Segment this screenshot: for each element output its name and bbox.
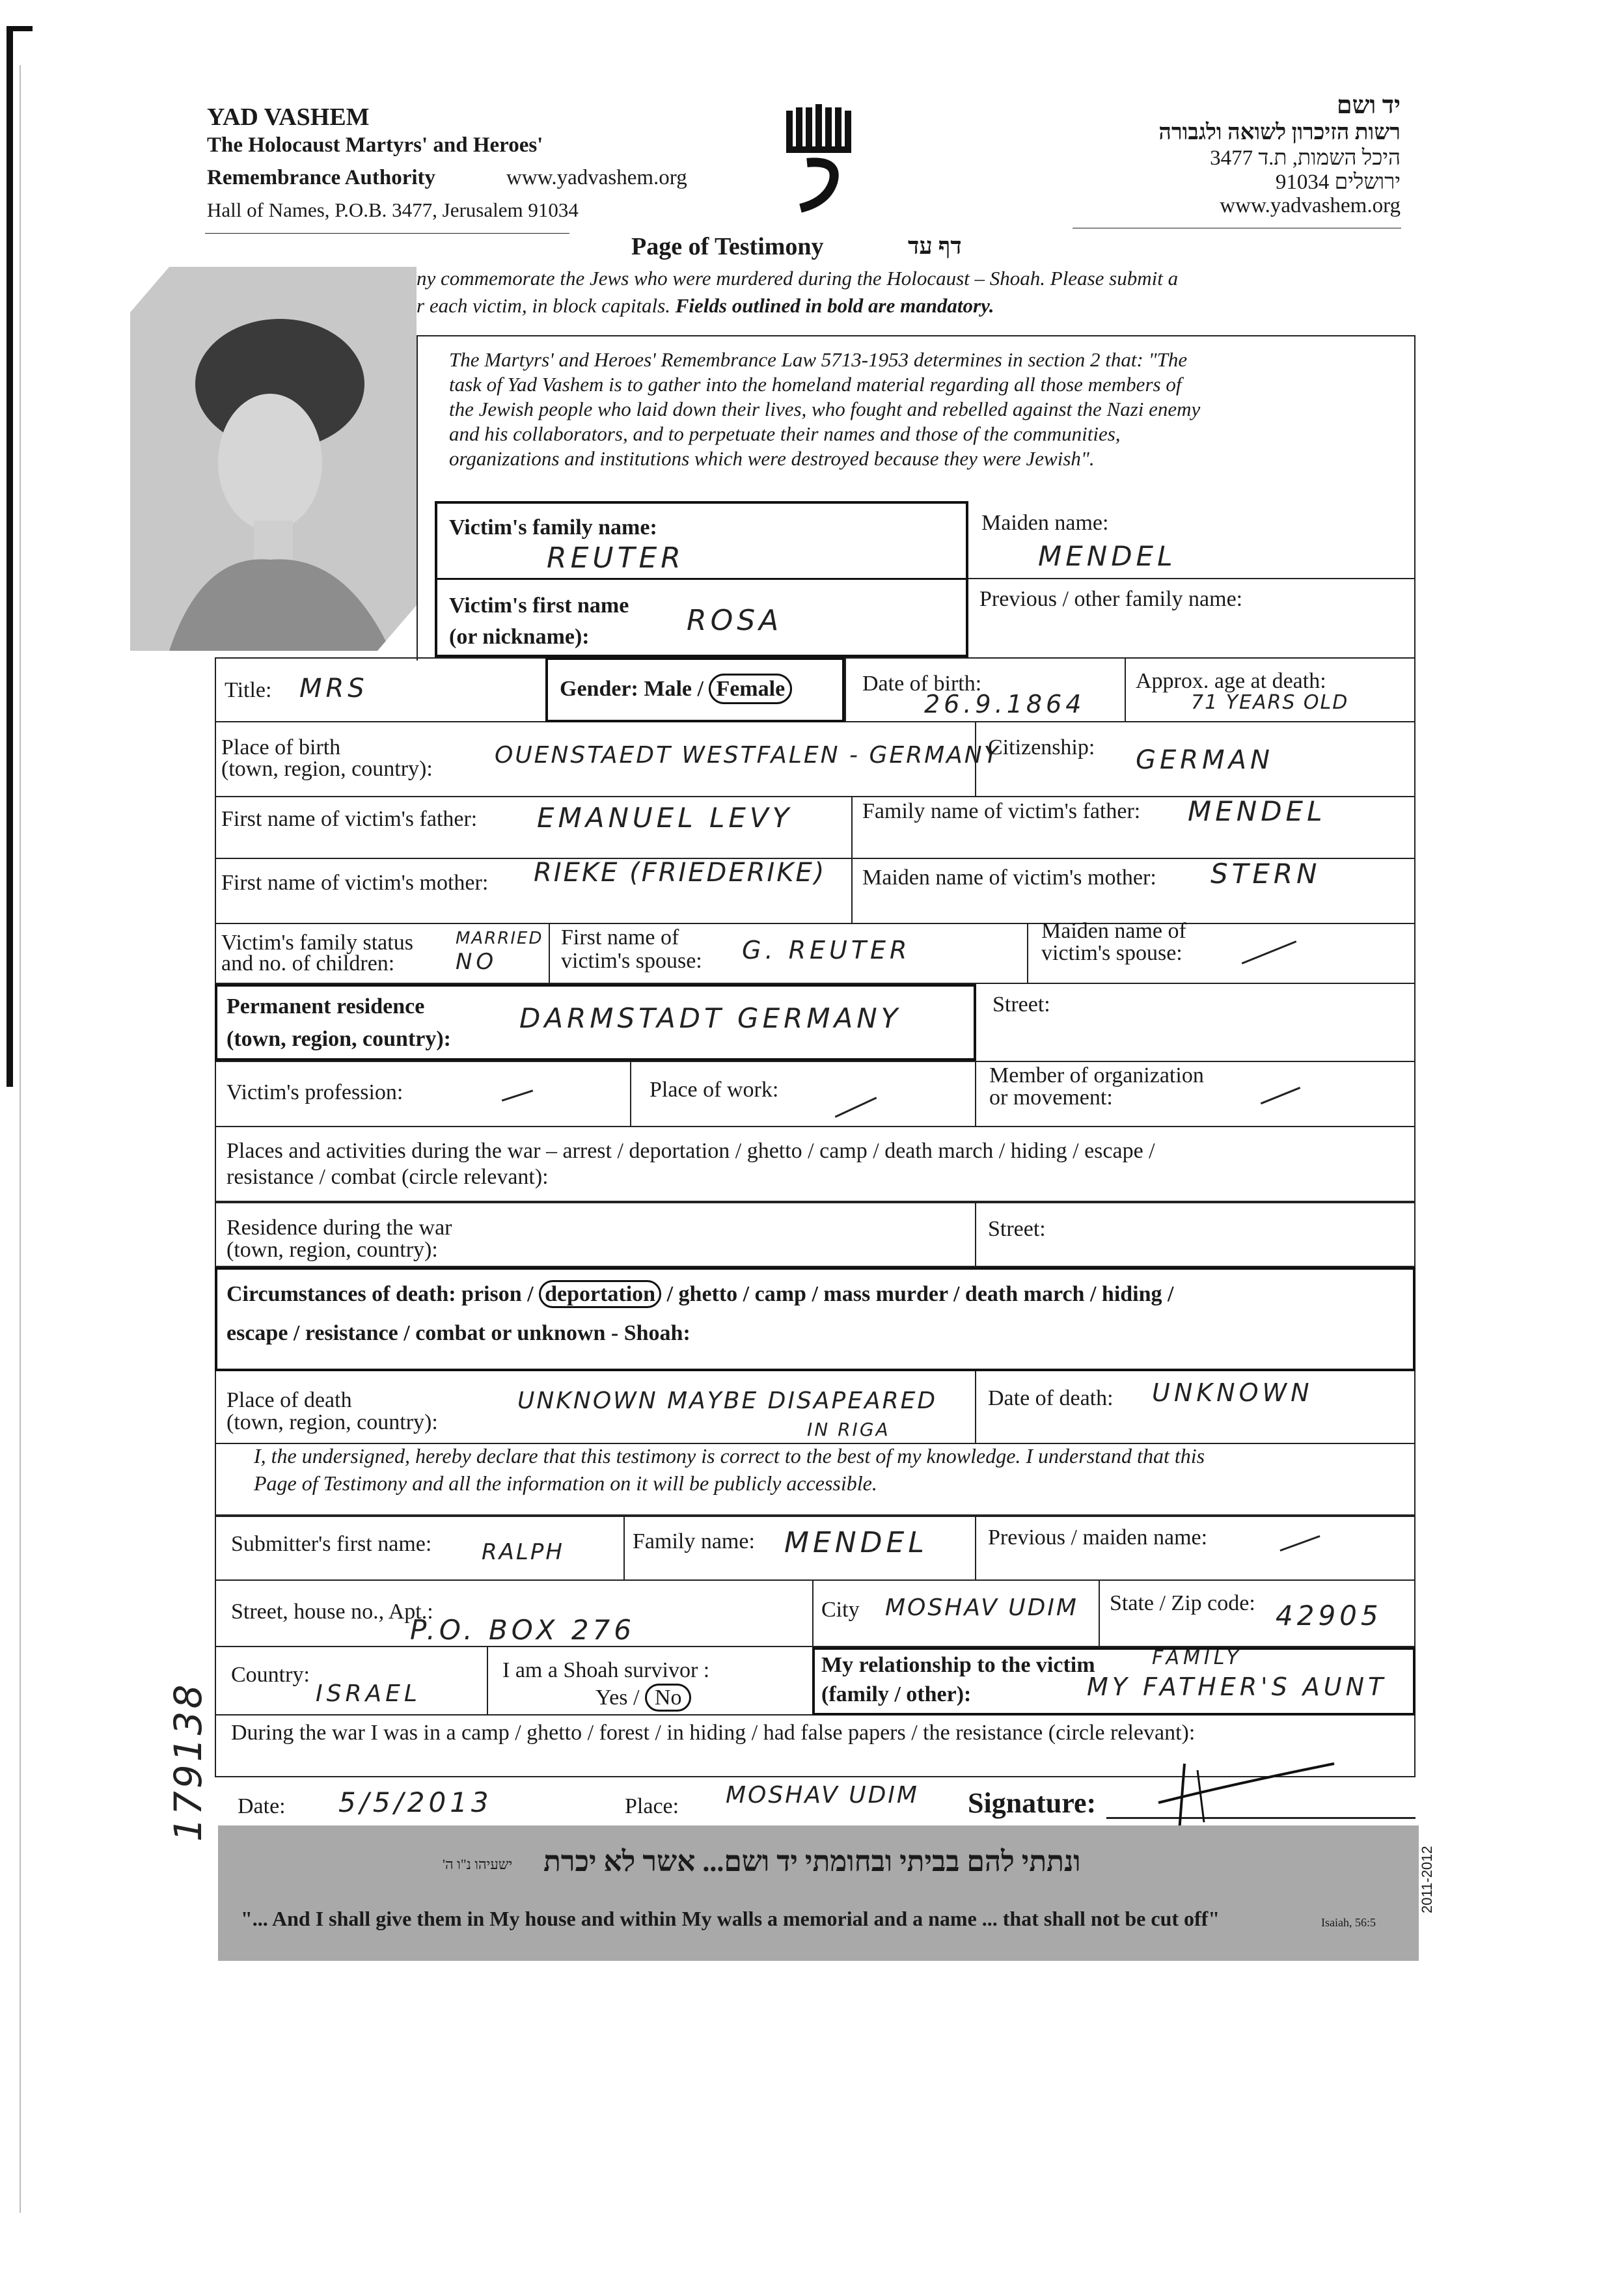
col-div-sub-2 [975,1516,976,1581]
street-address-value[interactable]: P.O. BOX 276 [410,1614,635,1646]
law-text-2: task of Yad Vashem is to gather into the homeland material regarding all those members of [449,373,1182,396]
spouse-first-label-2: victim's spouse: [561,949,702,973]
mother-maiden-value[interactable]: STERN [1210,858,1321,890]
place-label: Place: [625,1794,679,1818]
org-sub-en-2: Remembrance Authority [207,166,436,189]
age-value[interactable]: 71 YEARS OLD [1191,691,1349,714]
pob-label-1: Place of birth [221,735,341,759]
spouse-first-label-1: First name of [561,925,679,950]
org-web-en: www.yadvashem.org [506,166,687,189]
col-div-sub-1 [623,1516,625,1581]
col-div-2 [845,657,846,722]
org-address-en: Hall of Names, P.O.B. 3477, Jerusalem 91034 [207,198,579,221]
father-family-label: Family name of victim's father: [862,799,1141,823]
declaration-line-1: I, the undersigned, hereby declare that this testimony is correct to the best of my knowledge. I understand that this [254,1444,1205,1468]
pob-value[interactable]: OUENSTAEDT WESTFALEN - GERMANY [495,742,1000,769]
city-value[interactable]: MOSHAV UDIM [885,1594,1078,1621]
citizenship-value[interactable]: GERMAN [1136,745,1274,775]
footer-quote-en: "... And I shall give them in My house and within My walls a memorial and a name ... that shall not be cut off" [241,1907,1220,1930]
scan-edge-line [20,65,21,2213]
address-he-1: היכל השמות, ת.ד 3477 [1210,146,1401,170]
submitter-family-value[interactable]: MENDEL [784,1526,928,1559]
maiden-divider [968,578,1416,579]
pod-value-1[interactable]: UNKNOWN MAYBE DISAPEARED [517,1387,938,1414]
member-label-1: Member of organization [989,1063,1204,1087]
war-places-line-1: Places and activities during the war – arrest / deportation / ghetto / camp / death march / hiding / escape / [226,1139,1155,1163]
header-rule-left [205,233,569,234]
intro-mandatory: Fields outlined in bold are mandatory. [675,294,994,317]
circumstances-line-1 [226,1282,1173,1307]
spouse-first-value[interactable]: G. REUTER [742,936,911,964]
gender-label-text: Gender: Male / [560,677,709,701]
col-div-prof [630,1061,631,1127]
circ-deportation-circled[interactable]: deportation [539,1280,661,1308]
member-label-2: or movement: [989,1086,1113,1110]
pod-label-2: (town, region, country): [226,1410,438,1434]
submitter-first-label: Submitter's first name: [231,1532,432,1556]
victim-name-divider [435,578,968,580]
footer-quote-he: ונתתי להם בביתי ובחומתי יד ושם... אשר לא יכרת [543,1846,1081,1878]
status-value[interactable]: MARRIED [456,929,543,948]
residence-label-1: Permanent residence [226,994,425,1018]
father-first-value[interactable]: EMANUEL LEVY [537,802,793,834]
street2-label: Street: [988,1217,1046,1241]
law-text-4: and his collaborators, and to perpetuate their names and those of the communities, [449,422,1121,445]
residence-value[interactable]: DARMSTADT GERMANY [519,1002,902,1034]
submitter-prev-label: Previous / maiden name: [988,1525,1208,1550]
page-title-he: דף עד [908,233,962,259]
intro-line-1: ny commemorate the Jews who were murdered during the Holocaust – Shoah. Please submit a [417,267,1179,290]
survivor-label: I am a Shoah survivor : [502,1658,710,1682]
mother-first-label: First name of victim's mother: [221,871,489,895]
intro-line-2 [417,294,994,318]
country-label: Country: [231,1663,310,1687]
col-div-father [851,797,853,859]
title-value[interactable]: MRS [299,674,368,704]
status-label-1: Victim's family status [221,931,413,955]
dod-value[interactable]: UNKNOWN [1152,1378,1313,1407]
zip-label: State / Zip code: [1110,1591,1255,1615]
col-div-work [975,1061,976,1127]
spouse-maiden-label-2: victim's spouse: [1041,941,1183,965]
org-name-he: יד ושם [1336,92,1401,119]
victim-family-name[interactable]: REUTER [547,541,685,575]
footer-ref-he: ישעיהו נ"ו ה' [443,1856,513,1872]
victim-first-name[interactable]: ROSA [687,604,783,637]
relationship-label-1: My relationship to the victim [821,1653,1095,1677]
date-label: Date: [238,1794,286,1818]
mother-first-value[interactable]: RIEKE (FRIEDERIKE) [534,858,827,888]
dod-label: Date of death: [988,1386,1114,1410]
war-res-label-1: Residence during the war [226,1216,452,1240]
residence-label-2: (town, region, country): [226,1027,451,1051]
status-label-2: and no. of children: [221,951,395,976]
relationship-value-1[interactable]: FAMILY [1152,1647,1242,1669]
dob-value[interactable]: 26.9.1864 [924,690,1086,718]
war-res-label-2: (town, region, country): [226,1238,438,1262]
street-address-label: Street, house no., Apt.: [231,1600,433,1624]
spouse-maiden-label-1: Maiden name of [1041,919,1186,943]
submitter-first-value[interactable]: RALPH [482,1539,564,1565]
footer-ref-en: Isaiah, 56:5 [1321,1916,1376,1929]
org-sub-he: רשות הזיכרון לשואה ולגבורה [1158,120,1401,144]
col-div-death [975,1371,976,1444]
menorah-logo-icon [781,104,859,215]
father-family-value[interactable]: MENDEL [1188,795,1326,827]
address-he-2: ירושלים 91034 [1275,171,1401,194]
work-label: Place of work: [650,1078,779,1102]
col-div-addr-1 [812,1581,814,1647]
pob-label-2: (town, region, country): [221,757,433,781]
circumstances-line-2: escape / resistance / combat or unknown - Shoah: [226,1321,691,1345]
page-title: Page of Testimony [631,233,824,260]
relationship-value-2[interactable]: MY FATHER'S AUNT [1087,1673,1388,1701]
previous-name-label: Previous / other family name: [979,587,1243,611]
org-web-he: www.yadvashem.org [1220,194,1401,217]
col-div-addr-2 [1099,1581,1100,1647]
victim-family-name-label: Victim's family name: [449,515,657,540]
title-label: Title: [225,678,272,702]
law-text-3: the Jewish people who laid down their lives, who fought and rebelled against the Nazi enemy [449,398,1201,420]
col-div-spouse [1027,924,1028,984]
law-text-5: organizations and institutions which were destroyed because they were Jewish". [449,447,1095,470]
margin-id-number: 179138 [166,1682,210,1842]
maiden-name[interactable]: MENDEL [1038,540,1177,572]
declaration-line-2: Page of Testimony and all the information on it will be publicly accessible. [254,1471,877,1495]
circ-text-a: Circumstances of death: prison / [226,1282,540,1306]
dob-label: Date of birth: [862,672,982,696]
pod-label-1: Place of death [226,1388,352,1412]
zip-value[interactable]: 42905 [1276,1600,1382,1632]
scan-corner-mark [7,26,13,1087]
org-sub-en-1: The Holocaust Martyrs' and Heroes' [207,133,543,157]
street-label: Street: [992,992,1050,1017]
country-value[interactable]: ISRAEL [316,1680,421,1707]
col-div-3 [1125,657,1126,722]
pod-value-2[interactable]: IN RIGA [807,1419,890,1440]
children-value[interactable]: NO [456,949,498,975]
gender-female-circled[interactable]: Female [709,674,792,704]
col-div-mother [851,859,853,924]
col-div-country [487,1647,488,1715]
submitter-family-label: Family name: [633,1529,755,1553]
submitter-war-line: During the war I was in a camp / ghetto / forest / in hiding / had false papers / the resistance (circle relevant): [231,1721,1196,1745]
father-first-label: First name of victim's father: [221,807,478,831]
mother-maiden-label: Maiden name of victim's mother: [862,866,1156,890]
victim-first-name-label-2: (or nickname): [449,625,590,649]
date-value[interactable]: 5/5/2013 [338,1786,493,1818]
portrait-photo [130,267,417,651]
war-places-line-2: resistance / combat (circle relevant): [226,1165,549,1189]
citizenship-label: Citizenship: [988,735,1095,759]
signature-label: Signature: [968,1787,1097,1819]
survivor-no-circled[interactable]: No [645,1684,692,1712]
law-text-1: The Martyrs' and Heroes' Remembrance Law 5713-1953 determines in section 2 that: "The [449,348,1188,371]
profession-label: Victim's profession: [226,1080,404,1104]
place-value[interactable]: MOSHAV UDIM [726,1782,919,1809]
intro-line-2a: r each victim, in block capitals. [417,294,676,317]
scan-corner-mark-top [7,26,33,31]
gender-label [560,677,792,702]
survivor-yes[interactable]: Yes / [595,1686,640,1710]
col-div-status [549,924,550,984]
col-div-war-res [975,1202,976,1267]
relationship-label-2: (family / other): [821,1682,972,1706]
circ-text-c: / ghetto / camp / mass murder / death march / hiding / [661,1282,1174,1306]
footer-years: 2011-2012 [1419,1846,1435,1913]
victim-first-name-label-1: Victim's first name [449,594,629,618]
city-label: City [821,1598,860,1622]
age-label: Approx. age at death: [1136,669,1326,693]
maiden-name-label: Maiden name: [981,511,1109,535]
survivor-options [595,1686,691,1710]
org-name-en: YAD VASHEM [207,103,370,131]
